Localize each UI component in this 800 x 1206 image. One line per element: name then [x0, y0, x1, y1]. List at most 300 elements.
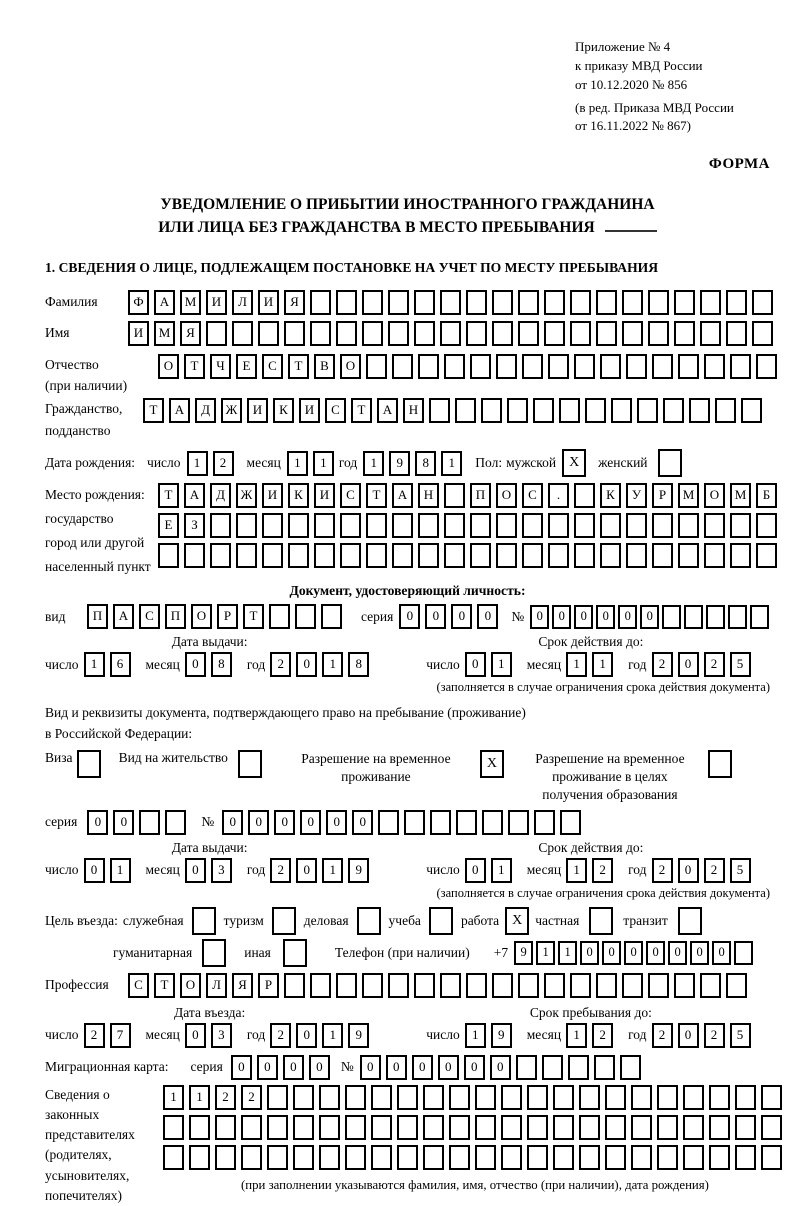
char-cell[interactable]: 0 — [231, 1055, 252, 1080]
char-cell[interactable] — [388, 290, 409, 315]
char-cell[interactable]: С — [262, 354, 283, 379]
char-cell[interactable] — [637, 398, 658, 423]
firstname-cells[interactable] — [128, 321, 778, 346]
char-cell[interactable] — [388, 973, 409, 998]
char-cell[interactable] — [761, 1115, 782, 1140]
char-cell[interactable]: О — [496, 483, 517, 508]
char-cell[interactable] — [475, 1115, 496, 1140]
char-cell[interactable] — [449, 1085, 470, 1110]
purpose-study-checkbox[interactable] — [429, 907, 453, 935]
char-cell[interactable]: 0 — [530, 605, 549, 629]
char-cell[interactable] — [241, 1145, 262, 1170]
char-cell[interactable] — [706, 605, 725, 629]
char-cell[interactable]: 0 — [465, 858, 486, 883]
char-cell[interactable]: 0 — [690, 941, 709, 965]
char-cell[interactable]: 3 — [211, 1023, 232, 1048]
char-cell[interactable] — [418, 513, 439, 538]
char-cell[interactable] — [579, 1145, 600, 1170]
char-cell[interactable] — [444, 513, 465, 538]
char-cell[interactable] — [440, 321, 461, 346]
char-cell[interactable] — [534, 810, 555, 835]
char-cell[interactable]: Т — [243, 604, 264, 629]
char-cell[interactable] — [440, 290, 461, 315]
char-cell[interactable]: М — [678, 483, 699, 508]
char-cell[interactable]: 9 — [491, 1023, 512, 1048]
char-cell[interactable]: Р — [652, 483, 673, 508]
char-cell[interactable] — [501, 1085, 522, 1110]
char-cell[interactable]: 1 — [313, 451, 334, 476]
char-cell[interactable] — [741, 398, 762, 423]
char-cell[interactable] — [684, 605, 703, 629]
char-cell[interactable] — [163, 1145, 184, 1170]
representatives-cells-row-2[interactable] — [163, 1115, 787, 1140]
char-cell[interactable]: А — [113, 604, 134, 629]
char-cell[interactable]: Б — [756, 483, 777, 508]
char-cell[interactable]: С — [522, 483, 543, 508]
char-cell[interactable]: Н — [403, 398, 424, 423]
char-cell[interactable]: 1 — [566, 1023, 587, 1048]
char-cell[interactable] — [388, 321, 409, 346]
char-cell[interactable] — [631, 1115, 652, 1140]
char-cell[interactable] — [574, 543, 595, 568]
char-cell[interactable] — [726, 321, 747, 346]
char-cell[interactable] — [735, 1145, 756, 1170]
char-cell[interactable]: С — [139, 604, 160, 629]
char-cell[interactable]: Т — [143, 398, 164, 423]
char-cell[interactable] — [678, 543, 699, 568]
char-cell[interactable] — [236, 513, 257, 538]
char-cell[interactable] — [657, 1085, 678, 1110]
char-cell[interactable]: 0 — [399, 604, 420, 629]
char-cell[interactable] — [522, 354, 543, 379]
char-cell[interactable]: 2 — [592, 1023, 613, 1048]
char-cell[interactable] — [269, 604, 290, 629]
char-cell[interactable] — [756, 543, 777, 568]
char-cell[interactable]: Т — [351, 398, 372, 423]
char-cell[interactable] — [397, 1115, 418, 1140]
char-cell[interactable] — [362, 973, 383, 998]
char-cell[interactable] — [574, 513, 595, 538]
char-cell[interactable] — [559, 398, 580, 423]
char-cell[interactable] — [579, 1115, 600, 1140]
char-cell[interactable]: 0 — [438, 1055, 459, 1080]
char-cell[interactable] — [548, 543, 569, 568]
char-cell[interactable]: Т — [154, 973, 175, 998]
surname-cells[interactable] — [128, 290, 778, 315]
char-cell[interactable] — [596, 973, 617, 998]
char-cell[interactable] — [397, 1145, 418, 1170]
char-cell[interactable]: 0 — [618, 605, 637, 629]
char-cell[interactable] — [404, 810, 425, 835]
purpose-work-checkbox[interactable]: X — [505, 907, 529, 935]
char-cell[interactable]: Я — [180, 321, 201, 346]
char-cell[interactable] — [700, 973, 721, 998]
char-cell[interactable] — [652, 543, 673, 568]
char-cell[interactable] — [423, 1145, 444, 1170]
char-cell[interactable] — [366, 513, 387, 538]
char-cell[interactable] — [570, 290, 591, 315]
char-cell[interactable] — [622, 290, 643, 315]
char-cell[interactable]: 8 — [415, 451, 436, 476]
char-cell[interactable]: К — [600, 483, 621, 508]
char-cell[interactable]: 0 — [678, 1023, 699, 1048]
purpose-transit-checkbox[interactable] — [678, 907, 702, 935]
migration-series-cells[interactable] — [231, 1055, 335, 1080]
char-cell[interactable]: 0 — [412, 1055, 433, 1080]
char-cell[interactable] — [533, 398, 554, 423]
char-cell[interactable] — [366, 354, 387, 379]
char-cell[interactable] — [683, 1115, 704, 1140]
doc-expiry-year-cells[interactable] — [652, 652, 756, 677]
char-cell[interactable] — [241, 1115, 262, 1140]
char-cell[interactable] — [215, 1145, 236, 1170]
residence-number-cells[interactable] — [222, 810, 586, 835]
migration-number-cells[interactable] — [360, 1055, 646, 1080]
char-cell[interactable]: 1 — [566, 858, 587, 883]
char-cell[interactable]: 0 — [552, 605, 571, 629]
char-cell[interactable]: Т — [366, 483, 387, 508]
entry-month-cells[interactable] — [185, 1023, 237, 1048]
char-cell[interactable] — [622, 321, 643, 346]
char-cell[interactable] — [700, 321, 721, 346]
char-cell[interactable]: 0 — [185, 858, 206, 883]
char-cell[interactable] — [310, 321, 331, 346]
char-cell[interactable] — [449, 1115, 470, 1140]
char-cell[interactable] — [674, 290, 695, 315]
char-cell[interactable] — [570, 321, 591, 346]
char-cell[interactable] — [236, 543, 257, 568]
char-cell[interactable] — [310, 973, 331, 998]
char-cell[interactable] — [440, 973, 461, 998]
residence-series-cells[interactable] — [87, 810, 191, 835]
char-cell[interactable] — [470, 513, 491, 538]
char-cell[interactable]: О — [158, 354, 179, 379]
char-cell[interactable]: 2 — [270, 858, 291, 883]
char-cell[interactable] — [542, 1055, 563, 1080]
char-cell[interactable] — [605, 1115, 626, 1140]
char-cell[interactable] — [392, 513, 413, 538]
char-cell[interactable]: 1 — [558, 941, 577, 965]
char-cell[interactable] — [626, 513, 647, 538]
char-cell[interactable] — [750, 605, 769, 629]
char-cell[interactable] — [345, 1115, 366, 1140]
char-cell[interactable] — [470, 543, 491, 568]
char-cell[interactable]: 2 — [652, 858, 673, 883]
char-cell[interactable]: У — [626, 483, 647, 508]
temp-residence-checkbox[interactable]: X — [480, 750, 504, 778]
char-cell[interactable] — [704, 513, 725, 538]
char-cell[interactable]: 2 — [704, 858, 725, 883]
char-cell[interactable] — [626, 354, 647, 379]
char-cell[interactable]: . — [548, 483, 569, 508]
char-cell[interactable] — [492, 973, 513, 998]
char-cell[interactable] — [527, 1145, 548, 1170]
char-cell[interactable] — [258, 321, 279, 346]
birth-month-cells[interactable] — [287, 451, 339, 476]
char-cell[interactable] — [267, 1115, 288, 1140]
char-cell[interactable] — [726, 290, 747, 315]
char-cell[interactable]: 0 — [464, 1055, 485, 1080]
char-cell[interactable] — [321, 604, 342, 629]
char-cell[interactable]: О — [340, 354, 361, 379]
char-cell[interactable]: 0 — [296, 652, 317, 677]
char-cell[interactable] — [475, 1145, 496, 1170]
char-cell[interactable]: В — [314, 354, 335, 379]
char-cell[interactable]: С — [340, 483, 361, 508]
entry-day-cells[interactable] — [84, 1023, 136, 1048]
char-cell[interactable] — [496, 354, 517, 379]
char-cell[interactable] — [674, 973, 695, 998]
char-cell[interactable] — [397, 1085, 418, 1110]
char-cell[interactable]: 2 — [270, 1023, 291, 1048]
char-cell[interactable]: 0 — [283, 1055, 304, 1080]
purpose-official-checkbox[interactable] — [192, 907, 216, 935]
char-cell[interactable]: 0 — [602, 941, 621, 965]
char-cell[interactable] — [553, 1085, 574, 1110]
char-cell[interactable] — [288, 543, 309, 568]
doc-issue-day-cells[interactable] — [84, 652, 136, 677]
char-cell[interactable] — [267, 1085, 288, 1110]
residence-issue-month-cells[interactable] — [185, 858, 237, 883]
char-cell[interactable] — [704, 354, 725, 379]
char-cell[interactable]: Д — [195, 398, 216, 423]
char-cell[interactable] — [340, 543, 361, 568]
char-cell[interactable] — [631, 1085, 652, 1110]
doc-issue-month-cells[interactable] — [185, 652, 237, 677]
char-cell[interactable] — [429, 398, 450, 423]
char-cell[interactable] — [319, 1085, 340, 1110]
char-cell[interactable] — [284, 321, 305, 346]
char-cell[interactable]: 0 — [296, 858, 317, 883]
char-cell[interactable]: Н — [418, 483, 439, 508]
char-cell[interactable] — [466, 973, 487, 998]
char-cell[interactable]: 8 — [211, 652, 232, 677]
phone-cells[interactable] — [514, 941, 756, 965]
char-cell[interactable] — [553, 1115, 574, 1140]
char-cell[interactable]: 0 — [185, 652, 206, 677]
doc-series-cells[interactable] — [399, 604, 503, 629]
char-cell[interactable] — [756, 354, 777, 379]
char-cell[interactable] — [527, 1085, 548, 1110]
char-cell[interactable] — [232, 321, 253, 346]
char-cell[interactable] — [267, 1145, 288, 1170]
char-cell[interactable] — [574, 354, 595, 379]
doc-number-cells[interactable] — [530, 605, 772, 629]
char-cell[interactable] — [663, 398, 684, 423]
char-cell[interactable] — [418, 543, 439, 568]
char-cell[interactable]: 0 — [87, 810, 108, 835]
char-cell[interactable]: М — [154, 321, 175, 346]
char-cell[interactable] — [366, 543, 387, 568]
char-cell[interactable] — [596, 321, 617, 346]
char-cell[interactable] — [548, 513, 569, 538]
char-cell[interactable] — [611, 398, 632, 423]
char-cell[interactable] — [518, 290, 539, 315]
char-cell[interactable] — [293, 1145, 314, 1170]
char-cell[interactable]: 9 — [514, 941, 533, 965]
char-cell[interactable]: Д — [210, 483, 231, 508]
char-cell[interactable]: 0 — [326, 810, 347, 835]
char-cell[interactable] — [683, 1145, 704, 1170]
char-cell[interactable]: 0 — [386, 1055, 407, 1080]
char-cell[interactable]: 0 — [678, 652, 699, 677]
char-cell[interactable]: 1 — [322, 1023, 343, 1048]
char-cell[interactable] — [362, 290, 383, 315]
char-cell[interactable] — [206, 321, 227, 346]
char-cell[interactable] — [310, 290, 331, 315]
char-cell[interactable]: 0 — [222, 810, 243, 835]
char-cell[interactable]: А — [169, 398, 190, 423]
char-cell[interactable]: А — [154, 290, 175, 315]
char-cell[interactable]: 0 — [296, 1023, 317, 1048]
char-cell[interactable] — [715, 398, 736, 423]
char-cell[interactable]: Е — [236, 354, 257, 379]
char-cell[interactable] — [293, 1115, 314, 1140]
residence-issue-year-cells[interactable] — [270, 858, 374, 883]
char-cell[interactable] — [414, 321, 435, 346]
char-cell[interactable] — [544, 973, 565, 998]
char-cell[interactable] — [683, 1085, 704, 1110]
char-cell[interactable]: А — [377, 398, 398, 423]
char-cell[interactable] — [492, 321, 513, 346]
char-cell[interactable] — [662, 605, 681, 629]
char-cell[interactable] — [730, 513, 751, 538]
char-cell[interactable]: 1 — [363, 451, 384, 476]
char-cell[interactable] — [371, 1115, 392, 1140]
birthplace-cells-row-2[interactable] — [158, 513, 782, 538]
char-cell[interactable] — [496, 543, 517, 568]
char-cell[interactable] — [730, 354, 751, 379]
char-cell[interactable]: 1 — [322, 858, 343, 883]
char-cell[interactable] — [492, 290, 513, 315]
char-cell[interactable] — [678, 513, 699, 538]
char-cell[interactable] — [336, 290, 357, 315]
char-cell[interactable]: 1 — [592, 652, 613, 677]
char-cell[interactable] — [735, 1085, 756, 1110]
char-cell[interactable]: 1 — [110, 858, 131, 883]
char-cell[interactable]: 7 — [110, 1023, 131, 1048]
char-cell[interactable] — [752, 290, 773, 315]
char-cell[interactable] — [605, 1145, 626, 1170]
patronymic-cells[interactable] — [158, 354, 782, 379]
char-cell[interactable] — [158, 543, 179, 568]
char-cell[interactable] — [262, 543, 283, 568]
char-cell[interactable] — [139, 810, 160, 835]
residence-issue-day-cells[interactable] — [84, 858, 136, 883]
residence-expiry-month-cells[interactable] — [566, 858, 618, 883]
char-cell[interactable] — [585, 398, 606, 423]
doc-kind-cells[interactable] — [87, 604, 347, 629]
char-cell[interactable] — [507, 398, 528, 423]
char-cell[interactable] — [163, 1115, 184, 1140]
char-cell[interactable]: М — [730, 483, 751, 508]
char-cell[interactable] — [560, 810, 581, 835]
char-cell[interactable]: 1 — [322, 652, 343, 677]
char-cell[interactable]: Е — [158, 513, 179, 538]
char-cell[interactable] — [444, 354, 465, 379]
char-cell[interactable]: 1 — [84, 652, 105, 677]
char-cell[interactable]: Т — [158, 483, 179, 508]
char-cell[interactable] — [730, 543, 751, 568]
char-cell[interactable] — [600, 513, 621, 538]
char-cell[interactable] — [423, 1115, 444, 1140]
char-cell[interactable] — [574, 483, 595, 508]
purpose-other-checkbox[interactable] — [283, 939, 307, 967]
char-cell[interactable] — [444, 543, 465, 568]
char-cell[interactable]: 0 — [451, 604, 472, 629]
char-cell[interactable]: З — [184, 513, 205, 538]
char-cell[interactable]: П — [470, 483, 491, 508]
char-cell[interactable]: И — [258, 290, 279, 315]
doc-expiry-day-cells[interactable] — [465, 652, 517, 677]
char-cell[interactable] — [631, 1145, 652, 1170]
char-cell[interactable]: А — [392, 483, 413, 508]
char-cell[interactable] — [466, 321, 487, 346]
representatives-cells-row-3[interactable] — [163, 1145, 787, 1170]
char-cell[interactable] — [761, 1085, 782, 1110]
char-cell[interactable]: 0 — [574, 605, 593, 629]
char-cell[interactable]: 3 — [211, 858, 232, 883]
char-cell[interactable] — [516, 1055, 537, 1080]
purpose-business-checkbox[interactable] — [357, 907, 381, 935]
char-cell[interactable]: 0 — [185, 1023, 206, 1048]
char-cell[interactable]: О — [180, 973, 201, 998]
char-cell[interactable] — [501, 1145, 522, 1170]
char-cell[interactable]: 1 — [187, 451, 208, 476]
char-cell[interactable] — [284, 973, 305, 998]
char-cell[interactable] — [314, 543, 335, 568]
char-cell[interactable]: 2 — [652, 652, 673, 677]
char-cell[interactable] — [553, 1145, 574, 1170]
char-cell[interactable] — [657, 1115, 678, 1140]
char-cell[interactable] — [456, 810, 477, 835]
residence-expiry-year-cells[interactable] — [652, 858, 756, 883]
char-cell[interactable] — [455, 398, 476, 423]
char-cell[interactable]: 0 — [596, 605, 615, 629]
char-cell[interactable] — [430, 810, 451, 835]
char-cell[interactable] — [210, 543, 231, 568]
char-cell[interactable]: К — [273, 398, 294, 423]
char-cell[interactable]: 5 — [730, 1023, 751, 1048]
char-cell[interactable]: А — [184, 483, 205, 508]
char-cell[interactable]: К — [288, 483, 309, 508]
char-cell[interactable]: Я — [232, 973, 253, 998]
char-cell[interactable]: 5 — [730, 652, 751, 677]
char-cell[interactable] — [371, 1145, 392, 1170]
char-cell[interactable] — [752, 321, 773, 346]
sex-female-checkbox[interactable] — [658, 449, 682, 477]
char-cell[interactable] — [295, 604, 316, 629]
birth-year-cells[interactable] — [363, 451, 467, 476]
char-cell[interactable] — [544, 321, 565, 346]
char-cell[interactable] — [423, 1085, 444, 1110]
char-cell[interactable] — [652, 354, 673, 379]
char-cell[interactable]: И — [247, 398, 268, 423]
char-cell[interactable]: 0 — [309, 1055, 330, 1080]
char-cell[interactable] — [444, 483, 465, 508]
char-cell[interactable]: 1 — [491, 652, 512, 677]
char-cell[interactable]: 1 — [441, 451, 462, 476]
char-cell[interactable] — [626, 543, 647, 568]
residence-permit-checkbox[interactable] — [238, 750, 262, 778]
char-cell[interactable]: 0 — [113, 810, 134, 835]
char-cell[interactable]: Р — [258, 973, 279, 998]
char-cell[interactable] — [319, 1145, 340, 1170]
char-cell[interactable] — [262, 513, 283, 538]
char-cell[interactable]: 1 — [287, 451, 308, 476]
char-cell[interactable] — [165, 810, 186, 835]
char-cell[interactable] — [579, 1085, 600, 1110]
